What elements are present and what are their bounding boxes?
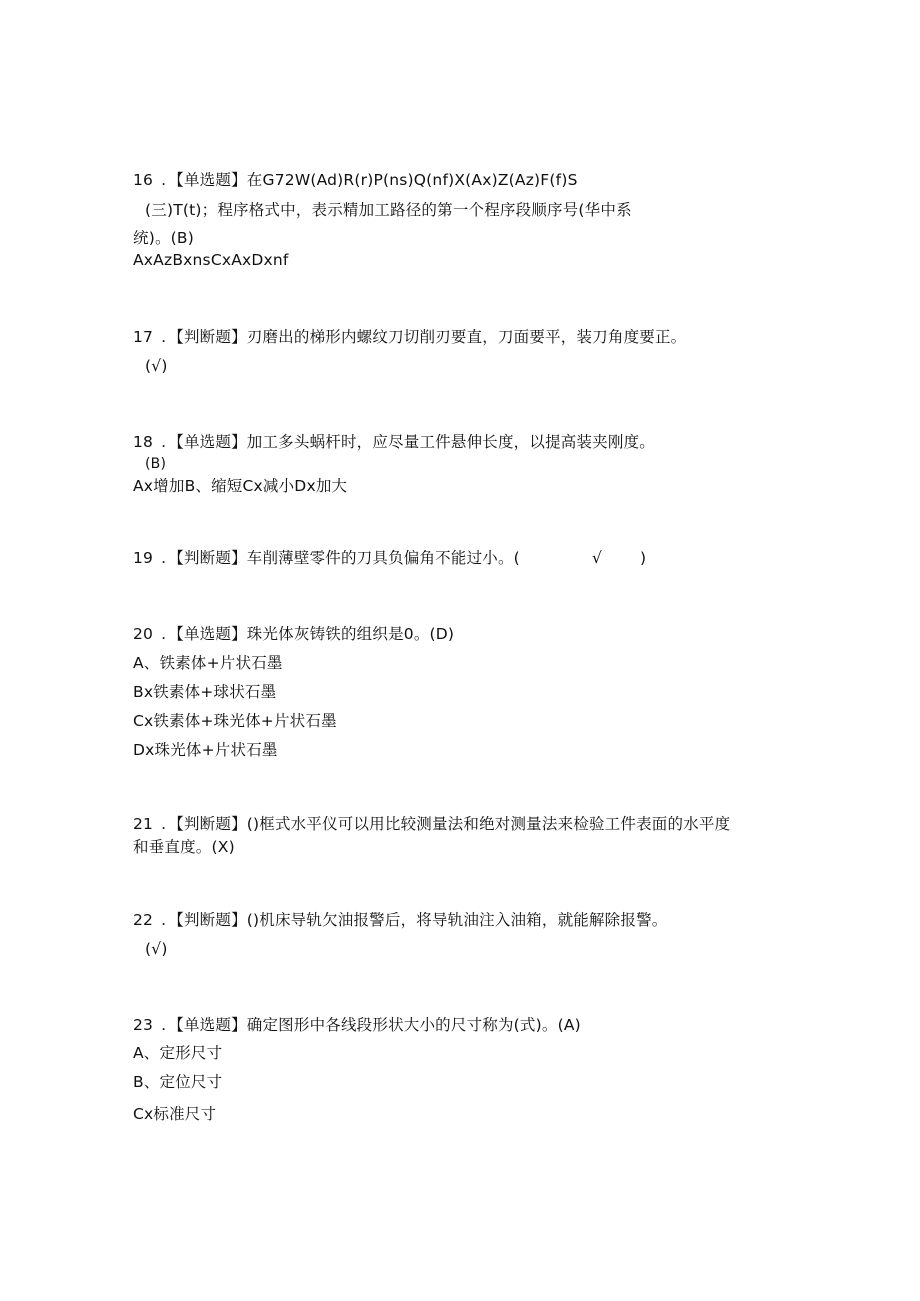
question-text: ()框式水平仪可以用比较测量法和绝对测量法来检验工件表面的水平度 [246, 815, 731, 833]
question-type-tag: 【单选题】 [168, 1016, 247, 1034]
question-22-answer: (√) [145, 940, 168, 958]
question-text: 在G72W(Ad)R(r)P(ns)Q(nf)X(Ax)Z(Az)F(f)S [246, 171, 578, 189]
question-16-options: AxAzBxnsCxAxDxnf [133, 251, 289, 269]
question-number: 19 [133, 549, 154, 567]
question-23-stem: 23 . 【单选题】确定图形中各线段形状大小的尺寸称为(式)。(A) [133, 1016, 581, 1034]
option-d: Dx珠光体+片状石墨 [133, 741, 278, 759]
question-number: 22 [133, 911, 154, 929]
question-number: 20 [133, 625, 154, 643]
question-type-tag: 【判断题】 [168, 815, 247, 833]
question-type-tag: 【判断题】 [168, 911, 247, 929]
question-text: 加工多头蜗杆时，应尽量工件悬伸长度，以提高装夹刚度。 [246, 433, 655, 451]
question-text: ()机床导轨欠油报警后，将导轨油注入油箱，就能解除报警。 [246, 911, 668, 929]
question-16-line-2: (三)T(t)；程序格式中，表示精加工路径的第一个程序段顺序号(华中系 [145, 201, 632, 219]
answer-mark: √ [591, 549, 603, 567]
question-21-line-2: 和垂直度。(X) [133, 838, 235, 856]
question-17-answer: (√) [145, 357, 168, 375]
question-18-answer: (B) [145, 456, 167, 472]
option-b: Bx铁素体+球状石墨 [133, 683, 277, 701]
question-text: 珠光体灰铸铁的组织是0。(D) [246, 625, 455, 643]
question-17-stem: 17 . 【判断题】刃磨出的梯形内螺纹刀切削刃要直，刀面要平，装刀角度要正。 [133, 328, 687, 346]
question-20-stem: 20 . 【单选题】珠光体灰铸铁的组织是0。(D) [133, 625, 455, 643]
question-type-tag: 【单选题】 [168, 625, 247, 643]
question-type-tag: 【判断题】 [168, 549, 247, 567]
question-text: 确定图形中各线段形状大小的尺寸称为(式)。(A) [246, 1016, 581, 1034]
question-type-tag: 【判断题】 [168, 328, 247, 346]
question-18-stem: 18 . 【单选题】加工多头蜗杆时，应尽量工件悬伸长度，以提高装夹刚度。 [133, 433, 655, 451]
question-type-tag: 【单选题】 [168, 433, 247, 451]
question-number: 23 [133, 1016, 154, 1034]
question-21-stem: 21 . 【判断题】()框式水平仪可以用比较测量法和绝对测量法来检验工件表面的水平度 [133, 815, 731, 833]
question-text: 刃磨出的梯形内螺纹刀切削刃要直，刀面要平，装刀角度要正。 [246, 328, 687, 346]
option-a: A、定形尺寸 [133, 1044, 223, 1062]
question-number: 18 [133, 433, 154, 451]
question-text: 车削薄壁零件的刀具负偏角不能过小。( [246, 549, 520, 567]
option-b: B、定位尺寸 [133, 1073, 223, 1091]
option-a: A、铁素体+片状石墨 [133, 654, 283, 672]
question-number: 17 [133, 328, 154, 346]
question-22-stem: 22 . 【判断题】()机床导轨欠油报警后，将导轨油注入油箱，就能解除报警。 [133, 911, 668, 929]
question-number: 16 [133, 171, 154, 189]
closing-paren: ) [640, 549, 647, 567]
question-16-answer: 统)。(B) [133, 229, 194, 247]
question-type-tag: 【单选题】 [168, 171, 247, 189]
option-c: Cx铁素体+珠光体+片状石墨 [133, 712, 337, 730]
question-16-stem: 16 . 【单选题】在G72W(Ad)R(r)P(ns)Q(nf)X(Ax)Z(Az)F(f)S [133, 171, 578, 189]
question-18-options: Ax增加B、缩短Cx减小Dx加大 [133, 477, 348, 495]
question-number: 21 [133, 815, 154, 833]
option-c: Cx标准尺寸 [133, 1105, 217, 1123]
question-19-stem: 19 . 【判断题】车削薄壁零件的刀具负偏角不能过小。( √ ) [133, 549, 647, 567]
